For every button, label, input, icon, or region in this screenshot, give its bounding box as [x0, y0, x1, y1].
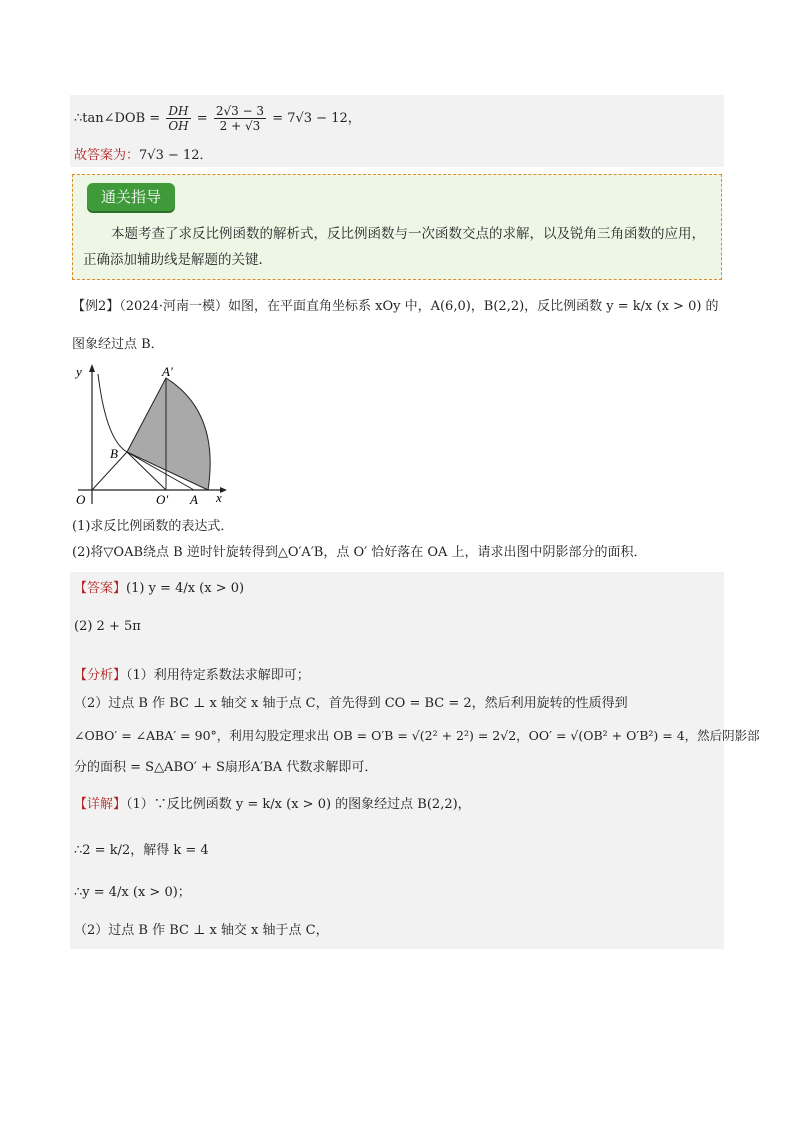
detail-line-4: （2）过点 B 作 BC ⊥ x 轴交 x 轴于点 C， [74, 923, 329, 938]
detail-line-3: ∴y = 4/x (x > 0)； [74, 885, 191, 900]
final-answer-label: 故答案为： [74, 148, 140, 163]
fraction-dh-oh: $\frac{DH}{OH}$ [168, 104, 189, 133]
answer-1: (1) y = 4/x (x > 0) [126, 581, 245, 596]
answer-label: 【答案】 [74, 581, 127, 596]
analysis-line-1: 【分析】（1）利用待定系数法求解即可； [74, 668, 310, 683]
geometry-figure [70, 362, 240, 510]
label-o: O [76, 492, 86, 507]
detail-line-1: 【详解】（1）∵反比例函数 y = k/x (x > 0) 的图象经过点 B(2,2)， [74, 797, 471, 812]
example-line-1: 【例2】（2024·河南一模）如图，在平面直角坐标系 xOy 中，A(6,0)，B(2,2)，反比例函数 y = k/x (x > 0) 的 [72, 299, 719, 314]
label-a: A [190, 492, 198, 507]
example-line-2: 图象经过点 B． [72, 337, 164, 352]
label-b: B [110, 446, 118, 461]
question-1: (1)求反比例函数的表达式． [72, 519, 234, 534]
label-o-prime: O′ [156, 492, 169, 507]
label-a-prime: A′ [162, 364, 173, 379]
y-axis-arrow [89, 364, 95, 372]
tip-box [72, 174, 722, 280]
analysis-label: 【分析】 [74, 668, 127, 683]
tan-prefix: ∴tan∠DOB = [74, 111, 161, 126]
analysis-line-3: ∠OBO′ = ∠ABA′ = 90°，利用勾股定理求出 OB = O′B = √(2² + 2²) = 2√2，OO′ = √(OB² + O′B²) = 4，然后阴影部 [74, 728, 760, 743]
answer-line-1 [74, 580, 244, 598]
answer-line-2: (2) 2 + 5π [74, 619, 141, 634]
fraction-value: $\frac{2√3 - 3}{2 + √3}$ [215, 104, 265, 133]
analysis-line-2: （2）过点 B 作 BC ⊥ x 轴交 x 轴于点 C，首先得到 CO = BC = 2，然后利用旋转的性质得到 [74, 696, 628, 711]
analysis-line-4: 分的面积 = S△ABO′ + S扇形A′BA 代数求解即可． [74, 760, 378, 775]
tip-text: 本题考查了求反比例函数的解析式，反比例函数与一次函数交点的求解，以及锐角三角函数的应用，正确添加辅助线是解题的关键． [83, 226, 705, 268]
label-y: y [76, 364, 82, 379]
tan-equation-line: ∴tan∠DOB = $\frac{DH}{OH}$ = $\frac{2√3 - 3}{2 + √3}$ = 7√3 − 12， [74, 104, 361, 133]
hyperbola-curve [98, 374, 127, 452]
detail-line-2: ∴2 = k/2，解得 k = 4 [74, 843, 209, 858]
final-answer-line [74, 147, 213, 165]
tan-result: = 7√3 − 12， [272, 111, 361, 126]
shaded-region [127, 378, 210, 490]
question-2: (2)将▽OAB绕点 B 逆时针旋转得到△O′A′B，点 O′ 恰好落在 OA 上，请求出图中阴影部分的面积． [72, 545, 647, 560]
label-x: x [216, 490, 222, 505]
detail-label: 【详解】 [74, 797, 127, 812]
final-answer-value: 7√3 − 12． [139, 148, 213, 163]
tip-badge: 通关指导 [87, 183, 175, 211]
